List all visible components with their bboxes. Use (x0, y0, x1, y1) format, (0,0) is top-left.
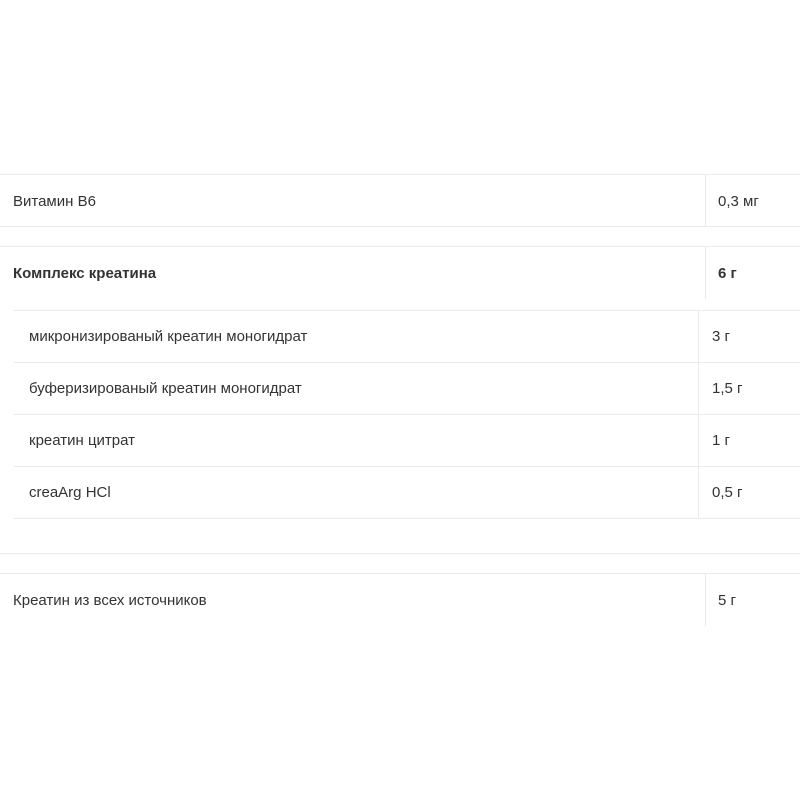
table-row (0, 574, 800, 626)
ingredient-amount: 0,3 мг (705, 175, 800, 227)
total-name: Креатин из всех источников (13, 591, 207, 609)
component-amount: 1,5 г (698, 363, 800, 414)
creatine-complex-block (0, 246, 800, 554)
table-row (14, 363, 800, 415)
component-name: креатин цитрат (29, 432, 136, 449)
component-name: микронизированый креатин моногидрат (29, 328, 308, 345)
complex-header-row (0, 247, 800, 299)
component-name: буферизированый креатин моногидрат (29, 380, 302, 397)
complex-name: Комплекс креатина (13, 264, 157, 282)
total-amount: 5 г (705, 574, 800, 626)
table-row (14, 467, 800, 519)
total-creatine-row (0, 573, 800, 626)
component-amount: 3 г (698, 311, 800, 362)
table-row (14, 415, 800, 467)
component-amount: 1 г (698, 415, 800, 466)
ingredient-name: Витамин B6 (13, 192, 96, 210)
component-name: creaArg HCl (29, 484, 111, 501)
complex-components-table (14, 310, 800, 519)
table-row (0, 175, 800, 227)
component-amount: 0,5 г (698, 467, 800, 518)
vitamin-b6-row (0, 174, 800, 227)
table-row (14, 311, 800, 363)
complex-amount: 6 г (705, 247, 800, 299)
